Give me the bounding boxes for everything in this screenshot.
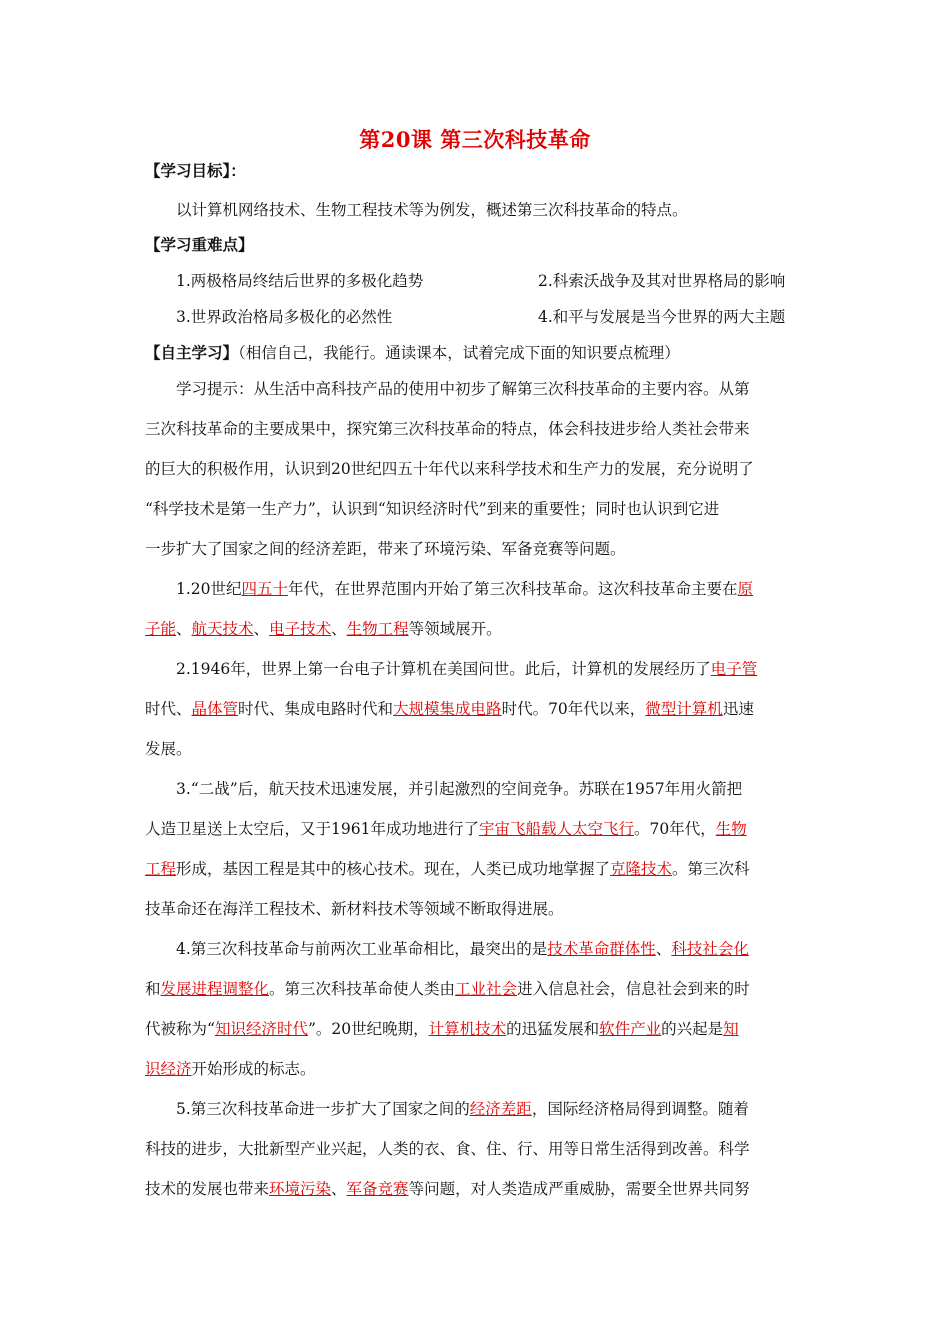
answer: 微型计算机	[645, 700, 723, 718]
text: 4.第三次科技革命与前两次工业革命相比，最突出的是	[176, 940, 548, 958]
item-5-line	[176, 1098, 836, 1120]
item-4-line	[145, 1018, 805, 1040]
text: 代被称为“	[145, 1020, 215, 1038]
tip-line: 三次科技革命的主要成果中，探究第三次科技革命的特点，体会科技进步给人类社会带来	[145, 420, 750, 438]
text: 、	[331, 620, 347, 638]
item-1-line	[145, 618, 805, 640]
text: 的迅猛发展和	[506, 1020, 600, 1038]
item-1-line	[176, 578, 836, 600]
answer: 电子管	[710, 660, 758, 678]
text: 。第三次科技革命使人类由	[269, 980, 456, 998]
text: ，国际经济格局得到调整。随着	[531, 1100, 749, 1118]
answer: 科技社会化	[671, 940, 749, 958]
item-4-line	[176, 938, 836, 960]
tip-line: 的巨大的积极作用，认识到20世纪四五十年代以来科学技术和生产力的发展，充分说明了	[145, 460, 754, 478]
answer: 航天技术	[191, 620, 254, 638]
text: 时代、	[145, 700, 192, 718]
text: 迅速	[722, 700, 754, 718]
text: 、	[331, 1180, 347, 1198]
tip-line: 学习提示：从生活中高科技产品的使用中初步了解第三次科技革命的主要内容。从第	[176, 380, 750, 398]
text: 1.20世纪	[176, 580, 242, 598]
text: 年代，在世界范围内开始了第三次科技革命。这次科技革命主要在	[288, 580, 738, 598]
goals-heading: 【学习目标】：	[145, 161, 246, 180]
answer: 识经济	[145, 1060, 192, 1078]
item-2-line	[145, 698, 805, 720]
key-point-2: 2.科索沃战争及其对世界格局的影响	[538, 272, 786, 290]
text: 。70年代，	[633, 820, 716, 838]
answer: 子能	[145, 620, 177, 638]
answer: 军备竞赛	[346, 1180, 409, 1198]
goals-text: 以计算机网络技术、生物工程技术等为例发，概述第三次科技革命的特点。	[176, 201, 688, 219]
answer: 宇宙飞船载人太空飞行	[478, 820, 634, 838]
answer: 原	[737, 580, 754, 598]
text: 形成，基因工程是其中的核心技术。现在，人类已成功地掌握了	[176, 860, 611, 878]
key-point-4: 4.和平与发展是当今世界的两大主题	[538, 308, 786, 326]
text: 开始形成的标志。	[191, 1060, 316, 1078]
answer: 经济差距	[469, 1100, 532, 1118]
text: 等领域展开。	[408, 620, 502, 638]
text: 技术的发展也带来	[145, 1180, 270, 1198]
text: 、	[655, 940, 672, 958]
answer: 软件产业	[599, 1020, 662, 1038]
tip-line: “科学技术是第一生产力”，认识到“知识经济时代”到来的重要性；同时也认识到它进	[145, 500, 720, 518]
text: 时代。70年代以来，	[501, 700, 646, 718]
tip-line: 一步扩大了国家之间的经济差距，带来了环境污染、军备竞赛等问题。	[145, 540, 626, 558]
text: ”。20世纪晚期，	[307, 1020, 429, 1038]
item-4-line	[145, 1058, 805, 1080]
self-study-heading: 【自主学习】	[145, 343, 239, 362]
text: 的兴起是	[661, 1020, 724, 1038]
item-3-line: 3.“二战”后，航天技术迅速发展，并引起激烈的空间竞争。苏联在1957年用火箭把	[176, 780, 743, 798]
answer: 计算机技术	[428, 1020, 507, 1038]
text: 。第三次科	[672, 860, 750, 878]
item-3-line	[145, 858, 805, 880]
text: 进入信息社会，信息社会到来的时	[517, 980, 750, 998]
text: 5.第三次科技革命进一步扩大了国家之间的	[176, 1100, 470, 1118]
text: 、	[253, 620, 270, 638]
item-4-line	[145, 978, 805, 1000]
item-2-line: 发展。	[145, 740, 192, 758]
text: 时代、集成电路时代和	[238, 700, 394, 718]
answer: 四五十	[241, 580, 289, 598]
answer: 大规模集成电路	[393, 700, 502, 718]
lesson-title: 第20课 第三次科技革命	[359, 127, 591, 152]
self-study-note: （相信自己，我能行。通读课本，试着完成下面的知识要点梳理）	[238, 344, 680, 362]
answer: 克隆技术	[610, 860, 673, 878]
answer: 知	[723, 1020, 739, 1038]
answer: 技术革命群体性	[547, 940, 656, 958]
answer: 知识经济时代	[214, 1020, 308, 1038]
item-3-line: 技革命还在海洋工程技术、新材料技术等领域不断取得进展。	[145, 900, 564, 918]
answer: 晶体管	[191, 700, 239, 718]
key-point-3: 3.世界政治格局多极化的必然性	[176, 308, 393, 326]
item-2-line	[176, 658, 836, 680]
text: 2.1946年，世界上第一台电子计算机在美国问世。此后，计算机的发展经历了	[176, 660, 711, 678]
text: 、	[176, 620, 192, 638]
text: 和	[145, 980, 161, 998]
key-point-1: 1.两极格局终结后世界的多极化趋势	[176, 272, 424, 290]
answer: 电子技术	[269, 620, 332, 638]
text: 等问题，对人类造成严重威胁，需要全世界共同努	[408, 1180, 750, 1198]
answer: 发展进程调整化	[160, 980, 270, 998]
answer: 生物	[715, 820, 747, 838]
item-5-line: 科技的进步，大批新型产业兴起，人类的衣、食、住、行、用等日常生活得到改善。科学	[145, 1140, 750, 1158]
answer: 工业社会	[455, 980, 518, 998]
item-5-line	[145, 1178, 805, 1200]
text: 人造卫星送上太空后，又于1961年成功地进行了	[145, 820, 479, 838]
key-points-heading: 【学习重难点】	[145, 235, 254, 254]
answer: 生物工程	[346, 620, 409, 638]
self-study-line	[145, 342, 805, 364]
item-3-line	[145, 818, 805, 840]
answer: 工程	[145, 860, 177, 878]
answer: 环境污染	[269, 1180, 332, 1198]
